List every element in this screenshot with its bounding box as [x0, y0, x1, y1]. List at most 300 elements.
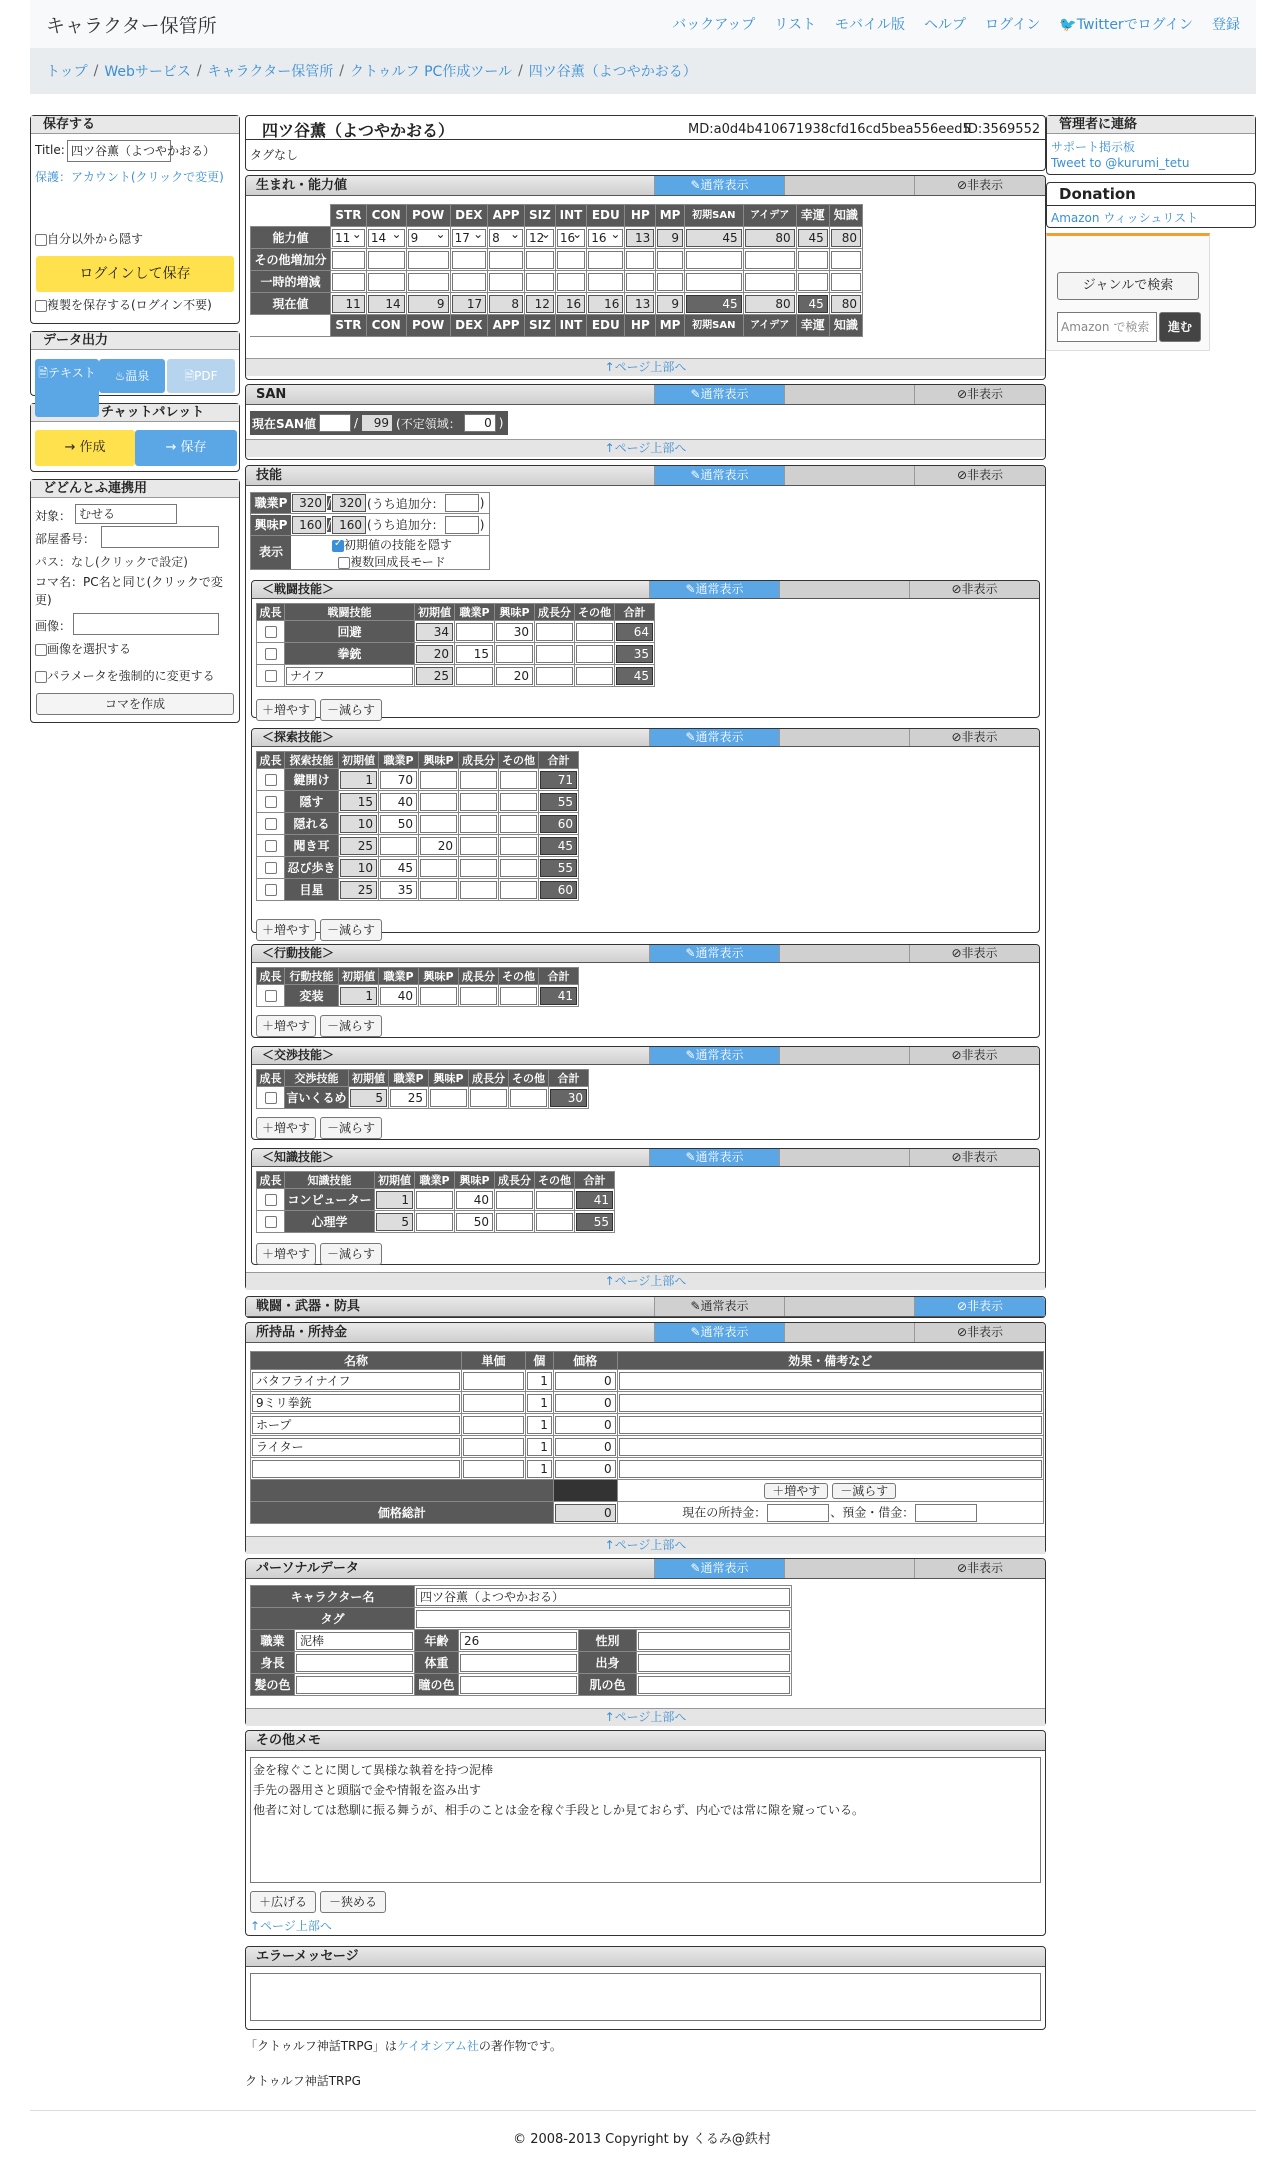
- ban-icon: ⊘: [951, 946, 962, 960]
- skill-job-input[interactable]: 40: [380, 987, 417, 1005]
- title-input[interactable]: 四ツ谷薫（よつやかおる）: [67, 140, 171, 162]
- item-name-input[interactable]: バタフライナイフ: [252, 1372, 460, 1390]
- skill-col-header: 初期値: [349, 1070, 389, 1087]
- item-note-input[interactable]: [619, 1394, 1042, 1412]
- personal-page-top-link[interactable]: ↑ページ上部へ: [246, 1708, 1045, 1726]
- growth-checkbox[interactable]: [265, 990, 277, 1002]
- explore-hide-button[interactable]: [909, 729, 1039, 746]
- tag-input[interactable]: [416, 1610, 790, 1628]
- skill-name-input[interactable]: ナイフ: [286, 667, 413, 685]
- breadcrumb-tool[interactable]: クトゥルフ PC作成ツール: [350, 64, 513, 80]
- abil-header: POW: [406, 205, 450, 227]
- skills-page-top-link[interactable]: ↑ページ上部へ: [246, 1272, 1045, 1290]
- abilities-page-top-link[interactable]: ↑ページ上部へ: [246, 358, 1045, 376]
- support-board-link[interactable]: サポート掲示板: [1051, 140, 1136, 154]
- san-current-input[interactable]: [319, 414, 351, 432]
- onsen-label: 温泉: [125, 369, 150, 383]
- skill-growth-input[interactable]: [460, 771, 497, 789]
- explore-add-button[interactable]: ＋増やす: [256, 919, 316, 941]
- skill-int-input[interactable]: [420, 859, 457, 877]
- hide-checkbox[interactable]: [35, 234, 47, 246]
- chatpalette-save-button[interactable]: → 保存: [135, 430, 237, 466]
- chatpalette-title: チャットパレット: [31, 404, 239, 422]
- item-price-input[interactable]: [463, 1372, 524, 1390]
- skill-other-input[interactable]: [510, 1089, 547, 1107]
- display-label: 表示: [251, 536, 291, 569]
- item-name-input[interactable]: ホープ: [252, 1416, 460, 1434]
- skill-int-input[interactable]: [420, 987, 457, 1005]
- genre-search-button[interactable]: ジャンルで検索: [1057, 272, 1199, 300]
- know-hide-button[interactable]: [909, 1149, 1039, 1166]
- skill-other-input[interactable]: [500, 881, 537, 899]
- growth-checkbox[interactable]: [265, 774, 277, 786]
- skill-col-header: 探索技能: [285, 752, 339, 769]
- know-add-button[interactable]: ＋増やす: [256, 1243, 316, 1265]
- abil-input[interactable]: [626, 273, 654, 291]
- save-title: 保存する: [31, 116, 239, 134]
- nav-twitter-login[interactable]: [1059, 14, 1193, 34]
- amazon-go-button[interactable]: 進む: [1159, 312, 1201, 342]
- item-qty-input[interactable]: 1: [527, 1460, 552, 1478]
- skill-col-header: 初期値: [339, 752, 379, 769]
- know-remove-button[interactable]: －減らす: [320, 1243, 382, 1265]
- abil-input[interactable]: [368, 251, 405, 269]
- skill-col-header: 成長分: [495, 1172, 535, 1189]
- skill-initial: 15: [340, 793, 377, 811]
- skill-int-input[interactable]: [496, 645, 533, 663]
- growth-checkbox[interactable]: [265, 796, 277, 808]
- text-export-button[interactable]: [35, 359, 99, 417]
- item-row: [251, 1436, 1044, 1458]
- combat-gear-title: 戦闘・武器・防具: [246, 1297, 654, 1316]
- know-skills-table: [256, 1171, 615, 1233]
- nav-help[interactable]: ヘルプ: [924, 17, 967, 33]
- amazon-search-widget: [1046, 233, 1210, 351]
- item-price-input[interactable]: [463, 1438, 524, 1456]
- skill-int-input[interactable]: [420, 881, 457, 899]
- growth-checkbox[interactable]: [265, 648, 277, 660]
- growth-checkbox[interactable]: [265, 1216, 277, 1228]
- skill-initial: 25: [340, 837, 377, 855]
- memo-textarea[interactable]: [250, 1757, 1041, 1883]
- chaosium-link[interactable]: ケイオシアム社: [396, 2039, 479, 2053]
- skill-int-input[interactable]: 20: [420, 837, 457, 855]
- skill-other-input[interactable]: [576, 645, 613, 663]
- skill-int-input[interactable]: [420, 793, 457, 811]
- job-extra-input[interactable]: [445, 494, 479, 512]
- combat-gear-hide-button[interactable]: [914, 1297, 1045, 1316]
- breadcrumb-web[interactable]: Webサービス: [104, 64, 191, 80]
- abil-input[interactable]: [831, 273, 861, 291]
- skill-total: 45: [616, 667, 653, 685]
- growth-checkbox[interactable]: [265, 884, 277, 896]
- skill-initial: 5: [350, 1089, 387, 1107]
- skill-row: [257, 1189, 615, 1211]
- abil-current-value: 11: [332, 295, 365, 313]
- skill-job-input[interactable]: 15: [456, 645, 493, 663]
- item-qty-input[interactable]: 1: [527, 1438, 552, 1456]
- items-hide-button[interactable]: [914, 1323, 1045, 1342]
- item-name-input[interactable]: 9ミリ拳銃: [252, 1394, 460, 1412]
- item-qty-input[interactable]: 1: [527, 1394, 552, 1412]
- debt-input[interactable]: [915, 1504, 977, 1522]
- height-input[interactable]: [296, 1654, 413, 1672]
- know-normal-button[interactable]: [649, 1149, 779, 1166]
- memo-shrink-button[interactable]: －狭める: [320, 1891, 386, 1913]
- growth-checkbox[interactable]: [265, 626, 277, 638]
- abil-input[interactable]: [408, 273, 449, 291]
- amazon-search-input[interactable]: Amazon で検索: [1057, 312, 1157, 342]
- skill-job-input[interactable]: [416, 1213, 453, 1231]
- amazon-wishlist-link[interactable]: Amazon ウィッシュリスト: [1051, 211, 1199, 225]
- growth-checkbox[interactable]: [265, 818, 277, 830]
- force-param-checkbox[interactable]: [35, 671, 47, 683]
- skill-other-input[interactable]: [500, 859, 537, 877]
- growth-checkbox[interactable]: [265, 862, 277, 874]
- skill-job-input[interactable]: [456, 623, 493, 641]
- abil-input[interactable]: [557, 251, 585, 269]
- item-qty-input[interactable]: 1: [527, 1416, 552, 1434]
- normal-label: 通常表示: [695, 946, 744, 960]
- breadcrumb-top[interactable]: トップ: [46, 64, 88, 80]
- admin-title: 管理者に連絡: [1047, 116, 1255, 134]
- skills-normal-button[interactable]: [654, 466, 784, 485]
- skill-growth-input[interactable]: [536, 645, 573, 663]
- skill-row: [257, 665, 655, 687]
- item-add-button[interactable]: ＋増やす: [764, 1483, 828, 1499]
- hide-label: 非表示: [961, 1048, 998, 1062]
- multi-growth-checkbox[interactable]: [338, 557, 350, 569]
- skill-growth-input[interactable]: [496, 1191, 533, 1209]
- combat-remove-button[interactable]: －減らす: [320, 699, 382, 721]
- abil-header: SIZ: [525, 315, 556, 337]
- hair-label: 髪の色: [251, 1674, 295, 1696]
- character-md: MD:a0d4b410671938cfd16cd5bea556eed5: [688, 122, 971, 137]
- abil-header: INT: [555, 315, 586, 337]
- item-total-value: 0: [555, 1372, 616, 1390]
- skill-growth-input[interactable]: [460, 881, 497, 899]
- skill-col-header: 職業P: [455, 604, 495, 621]
- skill-other-input[interactable]: [500, 987, 537, 1005]
- skill-other-input[interactable]: [536, 1213, 573, 1231]
- pencil-icon: ✎: [690, 387, 701, 401]
- item-name-input[interactable]: ライター: [252, 1438, 460, 1456]
- weight-input[interactable]: [460, 1654, 577, 1672]
- skill-growth-input[interactable]: [496, 1213, 533, 1231]
- interest-extra-label: (うち追加分：: [367, 518, 444, 532]
- skill-growth-input[interactable]: [470, 1089, 507, 1107]
- skill-growth-input[interactable]: [536, 667, 573, 685]
- skill-growth-input[interactable]: [460, 793, 497, 811]
- action-remove-button[interactable]: －減らす: [320, 1015, 382, 1037]
- abil-current-value: 8: [489, 295, 523, 313]
- hide-initial-checkbox[interactable]: [332, 540, 344, 552]
- skill-growth-input[interactable]: [460, 987, 497, 1005]
- skill-col-header: 興味P: [455, 1172, 495, 1189]
- target-select[interactable]: むせる: [75, 504, 177, 524]
- abilities-normal-button[interactable]: [654, 176, 784, 195]
- skill-name: 変装: [285, 985, 339, 1007]
- item-total-value: 0: [555, 1438, 616, 1456]
- brand-logo[interactable]: キャラクター保管所: [46, 14, 217, 37]
- room-label: 部屋番号：: [35, 532, 96, 546]
- skill-growth-input[interactable]: [460, 815, 497, 833]
- growth-checkbox[interactable]: [265, 1194, 277, 1206]
- abil-input[interactable]: [526, 273, 554, 291]
- abil-input[interactable]: [489, 251, 523, 269]
- san-normal-button[interactable]: [654, 385, 784, 404]
- tweet-link[interactable]: Tweet to @kurumi_tetu: [1051, 156, 1190, 170]
- hide-label: 非表示: [967, 1325, 1004, 1339]
- skill-other-input[interactable]: [500, 815, 537, 833]
- item-note-input[interactable]: [619, 1438, 1042, 1456]
- abil-corner: [251, 205, 331, 227]
- pass-link[interactable]: パス：なし(クリックで設定): [35, 555, 188, 569]
- personal-hide-button[interactable]: [914, 1559, 1045, 1578]
- abil-select[interactable]: 16 ⌄: [588, 229, 623, 247]
- chatpalette-create-button[interactable]: → 作成: [35, 430, 135, 466]
- room-input[interactable]: [101, 526, 219, 548]
- nav-twitter-label: Twitterでログイン: [1076, 17, 1193, 33]
- eye-input[interactable]: [460, 1676, 577, 1694]
- money-input[interactable]: [767, 1504, 829, 1522]
- skill-int-input[interactable]: 40: [456, 1191, 493, 1209]
- item-price-input[interactable]: [463, 1394, 524, 1412]
- item-col-header: 単価: [462, 1352, 526, 1370]
- skill-job-input[interactable]: 70: [380, 771, 417, 789]
- abil-input[interactable]: [557, 273, 585, 291]
- nav-list[interactable]: リスト: [774, 17, 817, 33]
- abil-input[interactable]: [626, 251, 654, 269]
- skills-hide-button[interactable]: [914, 466, 1045, 485]
- abil-header: DEX: [450, 205, 488, 227]
- ban-icon: ⊘: [956, 1325, 968, 1339]
- abil-input[interactable]: [798, 251, 828, 269]
- job-points-label: 職業P: [251, 493, 291, 513]
- skill-job-input[interactable]: [416, 1191, 453, 1209]
- abil-input[interactable]: [831, 251, 861, 269]
- abil-select[interactable]: 8 ⌄: [489, 229, 523, 247]
- skill-int-input[interactable]: [420, 815, 457, 833]
- skill-growth-input[interactable]: [536, 623, 573, 641]
- san-panel: SAN ✎通常表示 ⊘非表示 現在SAN値 / 99 (不定領域： 0 ) ↑ページ上部へ: [245, 384, 1046, 460]
- item-name-input[interactable]: [252, 1460, 460, 1478]
- abilities-table: [250, 204, 863, 337]
- action-normal-button[interactable]: [649, 945, 779, 962]
- normal-label: 通常表示: [695, 582, 744, 596]
- abil-select[interactable]: 17 ⌄: [452, 229, 487, 247]
- hair-input[interactable]: [296, 1676, 413, 1694]
- san-hide-button[interactable]: [914, 385, 1045, 404]
- combat-hide-button[interactable]: [909, 581, 1039, 598]
- skill-col-header: 知識技能: [285, 1172, 375, 1189]
- abil-input[interactable]: [489, 273, 523, 291]
- item-remove-button[interactable]: －減らす: [832, 1483, 896, 1499]
- login-save-button[interactable]: ログインして保存: [36, 256, 234, 292]
- explore-normal-button[interactable]: [649, 729, 779, 746]
- pencil-icon: ✎: [690, 178, 701, 192]
- item-note-input[interactable]: [619, 1372, 1042, 1390]
- image-input[interactable]: [73, 613, 219, 635]
- abil-input[interactable]: [332, 251, 365, 269]
- height-label: 身長: [251, 1652, 295, 1674]
- abil-select[interactable]: 11 ⌄: [332, 229, 365, 247]
- abil-current-value: 13: [626, 295, 654, 313]
- abilities-hide-button[interactable]: [914, 176, 1045, 195]
- skill-job-input[interactable]: [456, 667, 493, 685]
- item-qty-input[interactable]: 1: [527, 1372, 552, 1390]
- error-title: エラーメッセージ: [246, 1947, 1045, 1966]
- sex-input[interactable]: [638, 1632, 790, 1650]
- abil-input[interactable]: [526, 251, 554, 269]
- san-page-top-link[interactable]: ↑ページ上部へ: [246, 439, 1045, 457]
- growth-checkbox[interactable]: [265, 670, 277, 682]
- action-add-button[interactable]: ＋増やす: [256, 1015, 316, 1037]
- abil-header: 幸運: [796, 205, 829, 227]
- item-price-input[interactable]: [463, 1416, 524, 1434]
- age-input[interactable]: 26: [460, 1632, 577, 1650]
- dup-checkbox[interactable]: [35, 300, 47, 312]
- item-col-header: 個: [525, 1352, 553, 1370]
- san-indef-input[interactable]: 0: [464, 414, 496, 432]
- interest-extra-input[interactable]: [445, 516, 479, 534]
- nego-skills-section: [251, 1046, 1040, 1140]
- skill-job-input[interactable]: 50: [380, 815, 417, 833]
- skin-input[interactable]: [638, 1676, 790, 1694]
- normal-label: 通常表示: [695, 1150, 744, 1164]
- abil-select[interactable]: 14 ⌄: [368, 229, 405, 247]
- char-name-input[interactable]: 四ツ谷薫（よつやかおる）: [416, 1588, 790, 1606]
- job-points-total: 320: [292, 494, 326, 512]
- origin-input[interactable]: [638, 1654, 790, 1672]
- skill-other-input[interactable]: [576, 623, 613, 641]
- abil-input[interactable]: [452, 251, 487, 269]
- combat-normal-button[interactable]: [649, 581, 779, 598]
- nav-login[interactable]: ログイン: [985, 17, 1041, 33]
- skill-name: 回避: [285, 621, 415, 643]
- nav-register[interactable]: 登録: [1212, 17, 1240, 33]
- make-piece-button[interactable]: コマを作成: [36, 693, 234, 715]
- abil-input[interactable]: [745, 251, 795, 269]
- memo-expand-button[interactable]: ＋広げる: [250, 1891, 316, 1913]
- personal-normal-button[interactable]: [654, 1559, 784, 1578]
- pencil-icon: ✎: [690, 1561, 701, 1575]
- origin-label: 出身: [579, 1652, 637, 1674]
- abil-header: 知識: [829, 315, 862, 337]
- image-select-checkbox[interactable]: [35, 644, 47, 656]
- abil-input[interactable]: [798, 273, 828, 291]
- abil-select[interactable]: 9 ⌄: [408, 229, 449, 247]
- explore-section-title: ＜探索技能＞: [252, 729, 649, 746]
- skill-job-input[interactable]: 25: [390, 1089, 427, 1107]
- job-input[interactable]: 泥棒: [296, 1632, 413, 1650]
- skill-job-input[interactable]: 40: [380, 793, 417, 811]
- nego-normal-button[interactable]: [649, 1047, 779, 1064]
- explore-remove-button[interactable]: －減らす: [320, 919, 382, 941]
- nego-hide-button[interactable]: [909, 1047, 1039, 1064]
- abil-input[interactable]: [452, 273, 487, 291]
- abil-input[interactable]: [332, 273, 365, 291]
- skill-int-input[interactable]: [420, 771, 457, 789]
- nego-add-button[interactable]: ＋増やす: [256, 1117, 316, 1139]
- skill-int-input[interactable]: [430, 1089, 467, 1107]
- skill-initial: 1: [376, 1191, 413, 1209]
- abil-input[interactable]: [686, 273, 742, 291]
- combat-add-button[interactable]: ＋増やす: [256, 699, 316, 721]
- breadcrumb-current[interactable]: 四ツ谷薫（よつやかおる）: [528, 64, 697, 80]
- pdf-export-button[interactable]: [167, 359, 235, 393]
- abil-select[interactable]: 12 ⌄: [526, 229, 554, 247]
- image-select-label: 画像を選択する: [47, 642, 132, 656]
- abil-input[interactable]: [408, 251, 449, 269]
- skill-growth-input[interactable]: [460, 837, 497, 855]
- abil-input[interactable]: [657, 273, 683, 291]
- protect-link[interactable]: 保護：アカウント(クリックで変更): [35, 170, 224, 184]
- pencil-icon: ✎: [690, 1325, 701, 1339]
- skill-other-input[interactable]: [536, 1191, 573, 1209]
- skill-other-input[interactable]: [500, 837, 537, 855]
- memo-page-top-link[interactable]: ↑ページ上部へ: [250, 1919, 332, 1933]
- items-page-top-link[interactable]: ↑ページ上部へ: [246, 1536, 1045, 1554]
- skill-other-input[interactable]: [500, 771, 537, 789]
- nav-backup[interactable]: バックアップ: [672, 17, 756, 33]
- action-hide-button[interactable]: [909, 945, 1039, 962]
- skill-other-input[interactable]: [500, 793, 537, 811]
- abil-input[interactable]: [686, 251, 742, 269]
- abil-select[interactable]: 16 ⌄: [557, 229, 585, 247]
- onsen-export-button[interactable]: [99, 359, 165, 393]
- items-normal-button[interactable]: [654, 1323, 784, 1342]
- abil-input[interactable]: [745, 273, 795, 291]
- nav-mobile[interactable]: モバイル版: [835, 17, 906, 33]
- abil-input[interactable]: [368, 273, 405, 291]
- item-price-input[interactable]: [463, 1460, 524, 1478]
- error-textarea[interactable]: [250, 1973, 1041, 2021]
- item-note-input[interactable]: [619, 1460, 1042, 1478]
- abil-base-value: 45: [686, 229, 742, 247]
- skill-int-input[interactable]: 50: [456, 1213, 493, 1231]
- growth-checkbox[interactable]: [265, 1092, 277, 1104]
- breadcrumb-storage[interactable]: キャラクター保管所: [207, 64, 334, 80]
- skill-int-input[interactable]: 30: [496, 623, 533, 641]
- abil-input[interactable]: [588, 273, 623, 291]
- nego-remove-button[interactable]: －減らす: [320, 1117, 382, 1139]
- abil-input[interactable]: [657, 251, 683, 269]
- skill-row: [257, 791, 579, 813]
- skill-int-input[interactable]: 20: [496, 667, 533, 685]
- skill-job-input[interactable]: 35: [380, 881, 417, 899]
- growth-checkbox[interactable]: [265, 840, 277, 852]
- piece-link[interactable]: コマ名：PC名と同じ(クリックで変更): [35, 575, 223, 607]
- skill-growth-input[interactable]: [460, 859, 497, 877]
- ban-icon: ⊘: [951, 730, 962, 744]
- skill-job-input[interactable]: [380, 837, 417, 855]
- hide-label: 非表示: [967, 178, 1004, 192]
- abil-input[interactable]: [588, 251, 623, 269]
- personal-title: パーソナルデータ: [246, 1559, 654, 1578]
- abil-base-value: 9: [657, 229, 683, 247]
- skill-job-input[interactable]: 45: [380, 859, 417, 877]
- skill-col-header: 職業P: [379, 968, 419, 985]
- skill-row: [257, 813, 579, 835]
- item-note-input[interactable]: [619, 1416, 1042, 1434]
- combat-gear-normal-button[interactable]: [654, 1297, 784, 1316]
- skill-other-input[interactable]: [576, 667, 613, 685]
- abil-header: アイデア: [743, 205, 796, 227]
- ban-icon: ⊘: [951, 1048, 962, 1062]
- abil-header: STR: [331, 205, 367, 227]
- skill-initial: 10: [340, 859, 377, 877]
